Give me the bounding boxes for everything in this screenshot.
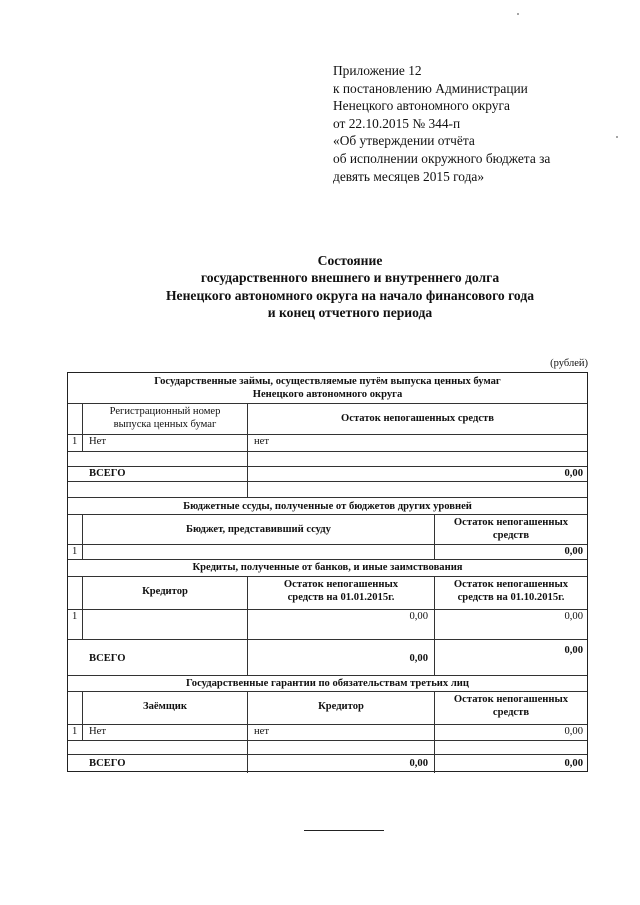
budget-loans-header: Бюджетные ссуды, полученные от бюджетов других уровней (183, 501, 472, 512)
credits-header: Кредиты, полученные от банков, и иные заимствования (192, 562, 463, 573)
securities-total-label: ВСЕГО (89, 468, 126, 479)
appendix-line: «Об утверждении отчёта (333, 133, 475, 149)
col-guarantee-balance-line2: средств (492, 707, 530, 718)
col-guarantee-creditor: Кредитор (318, 701, 364, 712)
col-end-balance-line1: Остаток непогашенных (453, 579, 569, 590)
col-budget-balance-line2: средств (492, 530, 530, 541)
appendix-line: Ненецкого автономного округа (333, 98, 510, 114)
scan-speck (517, 13, 519, 15)
col-budget: Бюджет, представивший ссуду (186, 524, 331, 535)
debt-table (67, 372, 588, 772)
col-end-balance-line2: средств на 01.10.2015г. (457, 592, 565, 603)
securities-total-value: 0,00 (564, 468, 583, 479)
col-start-balance-line1: Остаток непогашенных (283, 579, 399, 590)
col-balance: Остаток непогашенных средств (341, 413, 494, 424)
title-line: Ненецкого автономного округа на начало финансового года (165, 287, 535, 303)
guarantees-header: Государственные гарантии по обязательствам третьих лиц (185, 678, 470, 689)
credits-row-start: 0,00 (409, 611, 428, 622)
budget-loans-value: 0,00 (564, 546, 583, 557)
col-reg-number-line1: Регистрационный номер (109, 406, 221, 417)
guarantees-total-creditor: 0,00 (409, 758, 428, 769)
document-title (100, 252, 600, 321)
guarantees-total-value: 0,00 (564, 758, 583, 769)
row-number: 1 (72, 726, 78, 737)
col-borrower: Заёмщик (143, 701, 187, 712)
guarantees-total-label: ВСЕГО (89, 758, 126, 769)
units-label: (рублей) (550, 358, 588, 369)
bottom-rule (304, 830, 384, 831)
row-reg-number: Нет (89, 436, 106, 447)
credits-total-label: ВСЕГО (89, 653, 126, 664)
row-borrower: Нет (89, 726, 106, 737)
appendix-block (333, 62, 633, 185)
row-number: 1 (72, 611, 78, 622)
appendix-line: от 22.10.2015 № 344-п (333, 115, 461, 131)
title-line: Состояние (317, 253, 383, 268)
row-balance: нет (254, 436, 270, 447)
appendix-line: к постановлению Администрации (333, 80, 528, 96)
scan-speck (616, 136, 618, 138)
appendix-line: Приложение 12 (333, 63, 422, 78)
securities-header-line2: Ненецкого автономного округа (252, 389, 403, 400)
row-number: 1 (72, 436, 78, 447)
col-budget-balance-line1: Остаток непогашенных (453, 517, 569, 528)
credits-row-end: 0,00 (564, 611, 583, 622)
col-creditor: Кредитор (142, 586, 188, 597)
securities-header-line1: Государственные займы, осуществляемые путём выпуска ценных бумаг (154, 376, 501, 387)
appendix-line: девять месяцев 2015 года» (333, 168, 485, 184)
credits-total-end: 0,00 (564, 645, 583, 656)
col-reg-number-line2: выпуска ценных бумаг (113, 419, 217, 430)
row-guarantee-value: 0,00 (564, 726, 583, 737)
col-start-balance-line2: средств на 01.01.2015г. (287, 592, 395, 603)
col-guarantee-balance-line1: Остаток непогашенных (453, 694, 569, 705)
title-line: и конец отчетного периода (267, 304, 433, 320)
credits-total-start: 0,00 (409, 653, 428, 664)
appendix-line: об исполнении окружного бюджета за (333, 150, 551, 166)
row-number: 1 (72, 546, 78, 557)
title-line: государственного внешнего и внутреннего долга (200, 270, 500, 286)
row-guarantee-creditor: нет (254, 726, 270, 737)
